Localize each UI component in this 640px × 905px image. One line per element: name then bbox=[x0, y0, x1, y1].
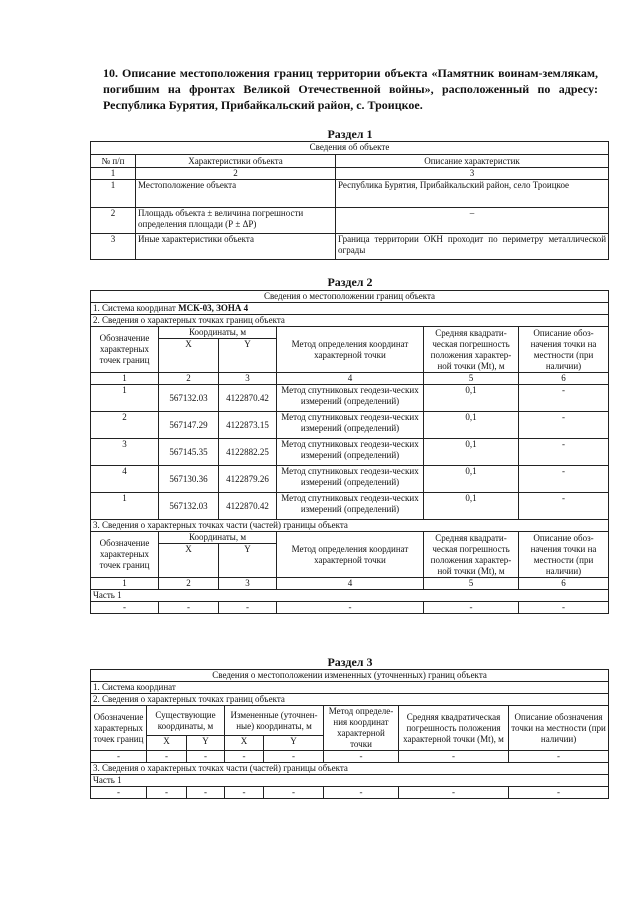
point-error: 0,1 bbox=[424, 493, 519, 520]
col-number: 1 bbox=[91, 168, 136, 180]
document-heading: 10. Описание местоположения границ территории объекта «Памятник воинам-землякам, погибшим на фронтах Великой Отечественной войны», расположенный по адресу: Республика Бурятия, Прибайкальский район, с. Троицкое. bbox=[103, 66, 598, 112]
part-label: Часть 1 bbox=[91, 775, 609, 787]
part-label: Часть 1 bbox=[91, 590, 609, 602]
header-designation: Обозначение характерных точек границ bbox=[91, 327, 159, 373]
table-row bbox=[91, 385, 609, 412]
point-method: Метод спутниковых геодези-ческих измерений (определений) bbox=[277, 385, 424, 412]
empty-cell: - bbox=[159, 602, 219, 614]
empty-cell: - bbox=[277, 602, 424, 614]
table-row bbox=[91, 412, 609, 439]
empty-cell: - bbox=[91, 602, 159, 614]
section1-title: Раздел 1 bbox=[327, 127, 373, 141]
empty-cell: - bbox=[399, 787, 509, 799]
section1-table-title: Сведения об объекте bbox=[91, 142, 609, 155]
header-coords: Координаты, м bbox=[159, 532, 277, 544]
header-coords: Координаты, м bbox=[159, 327, 277, 339]
point-error: 0,1 bbox=[424, 412, 519, 439]
point-x: 567147.29 bbox=[159, 412, 219, 439]
section3-title: Раздел 3 bbox=[327, 655, 373, 669]
empty-cell: - bbox=[91, 751, 147, 763]
part-subtitle: 3. Сведения о характерных точках части (частей) границы объекта bbox=[91, 520, 609, 532]
table-row bbox=[91, 180, 609, 208]
empty-cell: - bbox=[225, 787, 264, 799]
point-y: 4122870.42 bbox=[219, 493, 277, 520]
characteristic-name: Иные характеристики объекта bbox=[136, 234, 336, 260]
coordinate-system-label: 1. Система координат bbox=[93, 303, 179, 313]
col-number: 2 bbox=[159, 373, 219, 385]
empty-cell: - bbox=[509, 751, 609, 763]
col-header-description: Описание характеристик bbox=[336, 155, 609, 168]
table-row bbox=[91, 602, 609, 614]
point-y: 4122882.25 bbox=[219, 439, 277, 466]
empty-cell: - bbox=[219, 602, 277, 614]
point-id: 4 bbox=[91, 466, 159, 493]
section1-table bbox=[90, 141, 609, 260]
header-description: Описание обоз-начения точки на местности (при наличии) bbox=[519, 327, 609, 373]
col-number: 3 bbox=[219, 578, 277, 590]
empty-cell: - bbox=[324, 787, 399, 799]
table-row bbox=[91, 493, 609, 520]
table-row bbox=[91, 751, 609, 763]
empty-cell: - bbox=[187, 751, 225, 763]
coordinate-system bbox=[91, 303, 609, 315]
characteristic-value: – bbox=[336, 208, 609, 234]
point-x: 567130.36 bbox=[159, 466, 219, 493]
empty-cell: - bbox=[225, 751, 264, 763]
point-method: Метод спутниковых геодези-ческих измерений (определений) bbox=[277, 412, 424, 439]
point-description: - bbox=[519, 412, 609, 439]
point-id: 1 bbox=[91, 493, 159, 520]
col-number: 6 bbox=[519, 578, 609, 590]
section2-table bbox=[90, 290, 609, 614]
header-method: Метод определения координат характерной точки bbox=[277, 532, 424, 578]
col-number: 1 bbox=[91, 373, 159, 385]
empty-cell: - bbox=[424, 602, 519, 614]
row-number: 1 bbox=[91, 180, 136, 208]
row-number: 3 bbox=[91, 234, 136, 260]
table-row bbox=[91, 208, 609, 234]
col-number: 4 bbox=[277, 578, 424, 590]
empty-cell: - bbox=[519, 602, 609, 614]
point-description: - bbox=[519, 466, 609, 493]
header-description: Описание обоз-начения точки на местности (при наличии) bbox=[519, 532, 609, 578]
point-description: - bbox=[519, 493, 609, 520]
point-x: 567145.35 bbox=[159, 439, 219, 466]
header-x: X bbox=[225, 736, 264, 751]
point-y: 4122870.42 bbox=[219, 385, 277, 412]
table-row bbox=[91, 466, 609, 493]
empty-cell: - bbox=[399, 751, 509, 763]
header-error: Средняя квадратическая погрешность положения характерной точки (Mt), м bbox=[399, 706, 509, 751]
section3-table-title: Сведения о местоположении измененных (уточненных) границ объекта bbox=[91, 670, 609, 682]
point-error: 0,1 bbox=[424, 385, 519, 412]
point-id: 3 bbox=[91, 439, 159, 466]
header-y: Y bbox=[219, 544, 277, 578]
section3-table bbox=[90, 669, 609, 799]
col-number: 5 bbox=[424, 578, 519, 590]
characteristic-value: Граница территории ОКН проходит по периметру металлической ограды bbox=[336, 234, 609, 260]
col-number: 3 bbox=[336, 168, 609, 180]
empty-cell: - bbox=[264, 751, 324, 763]
col-number: 4 bbox=[277, 373, 424, 385]
header-x: X bbox=[159, 544, 219, 578]
header-error: Средняя квадрати-ческая погрешность положения характер-ной точки (Mt), м bbox=[424, 532, 519, 578]
point-error: 0,1 bbox=[424, 466, 519, 493]
header-x: X bbox=[147, 736, 187, 751]
col-number: 1 bbox=[91, 578, 159, 590]
empty-cell: - bbox=[187, 787, 225, 799]
point-y: 4122879.26 bbox=[219, 466, 277, 493]
header-description: Описание обозначения точки на местности (при наличии) bbox=[509, 706, 609, 751]
point-method: Метод спутниковых геодези-ческих измерений (определений) bbox=[277, 439, 424, 466]
col-header-number: № п/п bbox=[91, 155, 136, 168]
point-id: 1 bbox=[91, 385, 159, 412]
row-number: 2 bbox=[91, 208, 136, 234]
point-id: 2 bbox=[91, 412, 159, 439]
header-x: X bbox=[159, 339, 219, 373]
header-y: Y bbox=[187, 736, 225, 751]
col-number: 5 bbox=[424, 373, 519, 385]
header-y: Y bbox=[264, 736, 324, 751]
points-subtitle: 2. Сведения о характерных точках границ объекта bbox=[91, 694, 609, 706]
point-x: 567132.03 bbox=[159, 385, 219, 412]
point-error: 0,1 bbox=[424, 439, 519, 466]
table-row bbox=[91, 787, 609, 799]
header-y: Y bbox=[219, 339, 277, 373]
point-description: - bbox=[519, 439, 609, 466]
col-header-characteristic: Характеристики объекта bbox=[136, 155, 336, 168]
header-designation: Обозначение характерных точек границ bbox=[91, 532, 159, 578]
header-method: Метод определения координат характерной точки bbox=[277, 327, 424, 373]
point-x: 567132.03 bbox=[159, 493, 219, 520]
col-number: 2 bbox=[159, 578, 219, 590]
point-y: 4122873.15 bbox=[219, 412, 277, 439]
points-subtitle: 2. Сведения о характерных точках границ объекта bbox=[91, 315, 609, 327]
empty-cell: - bbox=[324, 751, 399, 763]
section2-title: Раздел 2 bbox=[327, 275, 373, 289]
coordinate-system: 1. Система координат bbox=[91, 682, 609, 694]
col-number: 3 bbox=[219, 373, 277, 385]
header-method: Метод определе-ния координат характерной точки bbox=[324, 706, 399, 751]
empty-cell: - bbox=[509, 787, 609, 799]
characteristic-name: Местоположение объекта bbox=[136, 180, 336, 208]
header-existing-coords: Существующие координаты, м bbox=[147, 706, 225, 736]
col-number: 2 bbox=[136, 168, 336, 180]
empty-cell: - bbox=[264, 787, 324, 799]
header-error: Средняя квадрати-ческая погрешность положения характер-ной точки (Mt), м bbox=[424, 327, 519, 373]
point-method: Метод спутниковых геодези-ческих измерений (определений) bbox=[277, 466, 424, 493]
part-subtitle: 3. Сведения о характерных точках части (частей) границы объекта bbox=[91, 763, 609, 775]
table-row bbox=[91, 439, 609, 466]
point-description: - bbox=[519, 385, 609, 412]
header-changed-coords: Измененные (уточнен-ные) координаты, м bbox=[225, 706, 324, 736]
empty-cell: - bbox=[147, 751, 187, 763]
section2-table-title: Сведения о местоположении границ объекта bbox=[91, 291, 609, 303]
characteristic-name: Площадь объекта ± величина погрешности определения площади (Р ± ΔР) bbox=[136, 208, 336, 234]
coordinate-system-value: МСК-03, ЗОНА 4 bbox=[178, 303, 249, 313]
col-number: 6 bbox=[519, 373, 609, 385]
characteristic-value: Республика Бурятия, Прибайкальский район, село Троицкое bbox=[336, 180, 609, 208]
empty-cell: - bbox=[147, 787, 187, 799]
point-method: Метод спутниковых геодези-ческих измерений (определений) bbox=[277, 493, 424, 520]
table-row bbox=[91, 234, 609, 260]
header-designation: Обозначение характерных точек границ bbox=[91, 706, 147, 751]
empty-cell: - bbox=[91, 787, 147, 799]
